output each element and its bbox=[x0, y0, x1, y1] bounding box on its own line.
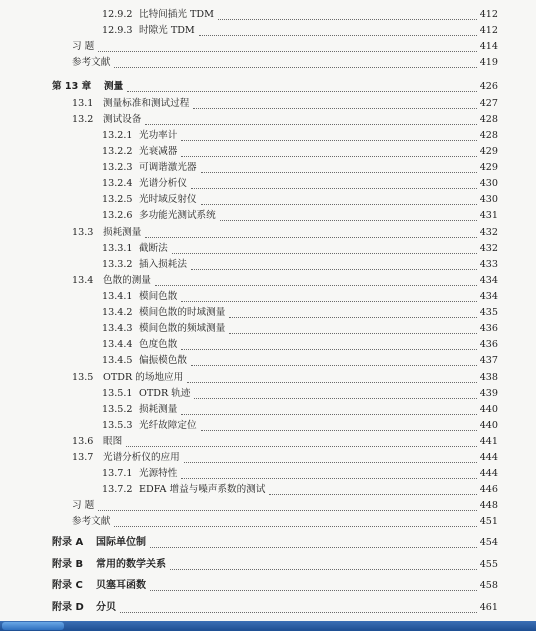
toc-entry-page: 432 bbox=[479, 243, 498, 254]
toc-entry-number: 13.2.3 bbox=[102, 162, 133, 173]
toc-entry bbox=[0, 557, 536, 573]
leader-dots bbox=[127, 90, 477, 92]
toc-entry-page: 429 bbox=[479, 146, 498, 157]
leader-dots bbox=[155, 284, 477, 286]
toc-entry bbox=[0, 498, 536, 514]
toc-entry-number: 13.6 bbox=[72, 436, 94, 447]
leader-dots bbox=[114, 66, 477, 68]
toc-entry-number: 13.2 bbox=[72, 114, 94, 125]
toc-entry-page: 414 bbox=[479, 41, 498, 52]
leader-dots bbox=[184, 461, 477, 463]
toc-entry bbox=[0, 450, 536, 466]
toc-entry-page: 440 bbox=[479, 420, 498, 431]
toc-entry bbox=[0, 418, 536, 434]
toc-entry-title: 光时域反射仪 bbox=[139, 194, 197, 205]
toc-entry-title: 比特间插光 TDM bbox=[139, 9, 214, 20]
toc-entry-title: OTDR 的场地应用 bbox=[103, 372, 184, 383]
toc-entry-page: 431 bbox=[479, 210, 498, 221]
toc-entry-page: 446 bbox=[479, 484, 498, 495]
toc-entry-page: 444 bbox=[479, 468, 498, 479]
toc-entry-title: 贝塞耳函数 bbox=[96, 580, 146, 591]
toc-entry-page: 437 bbox=[479, 355, 498, 366]
leader-dots bbox=[218, 18, 477, 20]
leader-dots bbox=[114, 525, 477, 527]
toc-entry-title: 光衰减器 bbox=[139, 146, 178, 157]
toc-entry-number: 13.1 bbox=[72, 98, 94, 109]
toc-entry-title: 色散的测量 bbox=[103, 275, 151, 286]
toc-entry-page: 427 bbox=[479, 98, 498, 109]
toc-entry-number: 附录 C bbox=[52, 580, 83, 591]
start-button[interactable] bbox=[2, 622, 64, 630]
toc-entry-title: 参考文献 bbox=[72, 57, 111, 68]
toc-entry-title: 习 题 bbox=[72, 500, 95, 511]
toc-entry-number: 13.2.5 bbox=[102, 194, 133, 205]
toc-entry-title: 光纤故障定位 bbox=[139, 420, 197, 431]
toc-entry-title: 测试设备 bbox=[103, 114, 142, 125]
toc-entry-number: 附录 B bbox=[52, 559, 84, 570]
toc-entry-number: 13.5.2 bbox=[102, 404, 133, 415]
toc-entry-page: 434 bbox=[479, 291, 498, 302]
toc-entry-title: 模间色散的时域测量 bbox=[139, 307, 226, 318]
toc-entry-title: 测量 bbox=[104, 81, 124, 92]
toc-entry-number: 第 13 章 bbox=[52, 81, 92, 92]
toc-entry bbox=[0, 112, 536, 128]
toc-entry-number: 13.7.2 bbox=[102, 484, 133, 495]
toc-entry-number: 13.7.1 bbox=[102, 468, 133, 479]
leader-dots bbox=[150, 546, 477, 548]
toc-entry-title: EDFA 增益与噪声系数的测试 bbox=[139, 484, 266, 495]
toc-entry-title: 插入损耗法 bbox=[139, 259, 187, 270]
toc-entry-title: 多功能光测试系统 bbox=[139, 210, 216, 221]
toc-entry-page: 461 bbox=[479, 602, 498, 613]
toc-entry-page: 451 bbox=[479, 516, 498, 527]
toc-entry-number: 13.2.1 bbox=[102, 130, 133, 141]
leader-dots bbox=[187, 381, 477, 383]
toc-entry-page: 428 bbox=[479, 130, 498, 141]
leader-dots bbox=[229, 332, 477, 334]
toc-entry-number: 13.5.3 bbox=[102, 420, 133, 431]
toc-entry-title: 时隙光 TDM bbox=[139, 25, 195, 36]
toc-entry bbox=[0, 482, 536, 498]
leader-dots bbox=[191, 268, 477, 270]
toc-entry-page: 455 bbox=[479, 559, 498, 570]
leader-dots bbox=[170, 568, 477, 570]
toc-entry-page: 412 bbox=[479, 9, 498, 20]
toc-entry bbox=[0, 466, 536, 482]
toc-entry bbox=[0, 39, 536, 55]
leader-dots bbox=[201, 429, 477, 431]
toc-entry-page: 435 bbox=[479, 307, 498, 318]
toc-entry-page: 458 bbox=[479, 580, 498, 591]
toc-entry-title: 损耗测量 bbox=[139, 404, 178, 415]
leader-dots bbox=[181, 139, 477, 141]
toc-entry-title: 分贝 bbox=[96, 602, 116, 613]
toc-entry-page: 412 bbox=[479, 25, 498, 36]
toc-entry-page: 440 bbox=[479, 404, 498, 415]
toc-entry-title: 可调谐激光器 bbox=[139, 162, 197, 173]
toc-entry-title: 测量标准和测试过程 bbox=[103, 98, 190, 109]
leader-dots bbox=[191, 364, 477, 366]
toc-entry-page: 434 bbox=[479, 275, 498, 286]
leader-dots bbox=[220, 219, 477, 221]
toc-entry bbox=[0, 386, 536, 402]
toc-entry-title: 光谱分析仪的应用 bbox=[103, 452, 180, 463]
toc-entry-page: 436 bbox=[479, 323, 498, 334]
toc-entry bbox=[0, 55, 536, 71]
toc-entry-number: 13.5.1 bbox=[102, 388, 133, 399]
toc-entry bbox=[0, 370, 536, 386]
toc-entry-page: 444 bbox=[479, 452, 498, 463]
toc-entry bbox=[0, 192, 536, 208]
toc-entry bbox=[0, 514, 536, 530]
leader-dots bbox=[229, 316, 477, 318]
leader-dots bbox=[98, 509, 477, 511]
toc-entry-title: 光功率计 bbox=[139, 130, 178, 141]
toc-entry-title: 眼图 bbox=[103, 436, 123, 447]
leader-dots bbox=[172, 252, 477, 254]
toc-entry bbox=[0, 578, 536, 594]
taskbar bbox=[0, 621, 536, 631]
toc-entry bbox=[0, 337, 536, 353]
toc-entry-number: 13.2.4 bbox=[102, 178, 133, 189]
toc-entry-number: 附录 A bbox=[52, 537, 84, 548]
toc-entry-page: 454 bbox=[479, 537, 498, 548]
leader-dots bbox=[181, 348, 477, 350]
toc-entry bbox=[0, 225, 536, 241]
toc-entry-title: 习 题 bbox=[72, 41, 95, 52]
toc-entry-number: 12.9.2 bbox=[102, 9, 133, 20]
toc-entry-page: 428 bbox=[479, 114, 498, 125]
leader-dots bbox=[181, 477, 477, 479]
toc-entry-number: 13.3.2 bbox=[102, 259, 133, 270]
leader-dots bbox=[201, 171, 477, 173]
toc-entry-number: 13.4.2 bbox=[102, 307, 133, 318]
toc-entry bbox=[0, 241, 536, 257]
toc-entry bbox=[0, 321, 536, 337]
toc-entry-number: 13.4 bbox=[72, 275, 94, 286]
toc-entry-page: 436 bbox=[479, 339, 498, 350]
toc-entry-page: 441 bbox=[479, 436, 498, 447]
toc-entry-number: 13.7 bbox=[72, 452, 94, 463]
toc-entry bbox=[0, 257, 536, 273]
leader-dots bbox=[201, 203, 477, 205]
toc-entry bbox=[0, 353, 536, 369]
toc-entry bbox=[0, 273, 536, 289]
toc-entry-title: OTDR 轨迹 bbox=[139, 388, 191, 399]
leader-dots bbox=[98, 50, 477, 52]
toc-entry-page: 432 bbox=[479, 227, 498, 238]
toc-entry bbox=[0, 434, 536, 450]
toc-entry-number: 附录 D bbox=[52, 602, 84, 613]
toc-entry bbox=[0, 160, 536, 176]
toc-entry-page: 430 bbox=[479, 194, 498, 205]
leader-dots bbox=[181, 155, 477, 157]
toc-entry bbox=[0, 144, 536, 160]
toc-entry bbox=[0, 96, 536, 112]
toc-entry-number: 13.2.2 bbox=[102, 146, 133, 157]
toc-entry-number: 13.4.5 bbox=[102, 355, 133, 366]
toc-entry bbox=[0, 79, 536, 95]
leader-dots bbox=[181, 413, 477, 415]
leader-dots bbox=[269, 493, 477, 495]
toc-entry-page: 448 bbox=[479, 500, 498, 511]
leader-dots bbox=[150, 589, 477, 591]
toc-entry-page: 419 bbox=[479, 57, 498, 68]
toc-entry bbox=[0, 600, 536, 616]
toc-entry-page: 429 bbox=[479, 162, 498, 173]
leader-dots bbox=[145, 236, 477, 238]
toc-entry-number: 13.4.4 bbox=[102, 339, 133, 350]
toc-entry-title: 国际单位制 bbox=[96, 537, 146, 548]
toc-entry-number: 13.3 bbox=[72, 227, 94, 238]
toc-entry-number: 12.9.3 bbox=[102, 25, 133, 36]
toc-entry-number: 13.4.3 bbox=[102, 323, 133, 334]
toc-entry-title: 模间色散的频域测量 bbox=[139, 323, 226, 334]
toc-entry-title: 参考文献 bbox=[72, 516, 111, 527]
toc-entry-title: 截断法 bbox=[139, 243, 168, 254]
toc-entry bbox=[0, 128, 536, 144]
toc-entry-number: 13.2.6 bbox=[102, 210, 133, 221]
toc-entry bbox=[0, 7, 536, 23]
toc-entry-title: 损耗测量 bbox=[103, 227, 142, 238]
toc-entry-number: 13.3.1 bbox=[102, 243, 133, 254]
toc-entry bbox=[0, 176, 536, 192]
leader-dots bbox=[191, 187, 477, 189]
leader-dots bbox=[193, 107, 477, 109]
toc-entry bbox=[0, 402, 536, 418]
toc-entry-page: 433 bbox=[479, 259, 498, 270]
toc-entry bbox=[0, 305, 536, 321]
leader-dots bbox=[181, 300, 477, 302]
toc-entry bbox=[0, 208, 536, 224]
toc-entry-title: 光谱分析仪 bbox=[139, 178, 187, 189]
toc-entry-page: 438 bbox=[479, 372, 498, 383]
leader-dots bbox=[199, 34, 477, 36]
toc-entry-number: 13.5 bbox=[72, 372, 94, 383]
toc-entry-title: 色度色散 bbox=[139, 339, 178, 350]
leader-dots bbox=[126, 445, 477, 447]
toc-entry-title: 常用的数学关系 bbox=[96, 559, 166, 570]
toc-entry-title: 光源特性 bbox=[139, 468, 178, 479]
leader-dots bbox=[145, 123, 477, 125]
leader-dots bbox=[194, 397, 477, 399]
toc-entry-title: 偏振模色散 bbox=[139, 355, 187, 366]
toc-entry bbox=[0, 23, 536, 39]
toc-entry-page: 426 bbox=[479, 81, 498, 92]
toc-entry-page: 430 bbox=[479, 178, 498, 189]
toc-entry bbox=[0, 535, 536, 551]
toc-entry-title: 模间色散 bbox=[139, 291, 178, 302]
toc-entry-page: 439 bbox=[479, 388, 498, 399]
toc-entry-number: 13.4.1 bbox=[102, 291, 133, 302]
leader-dots bbox=[120, 611, 477, 613]
toc-entry bbox=[0, 289, 536, 305]
